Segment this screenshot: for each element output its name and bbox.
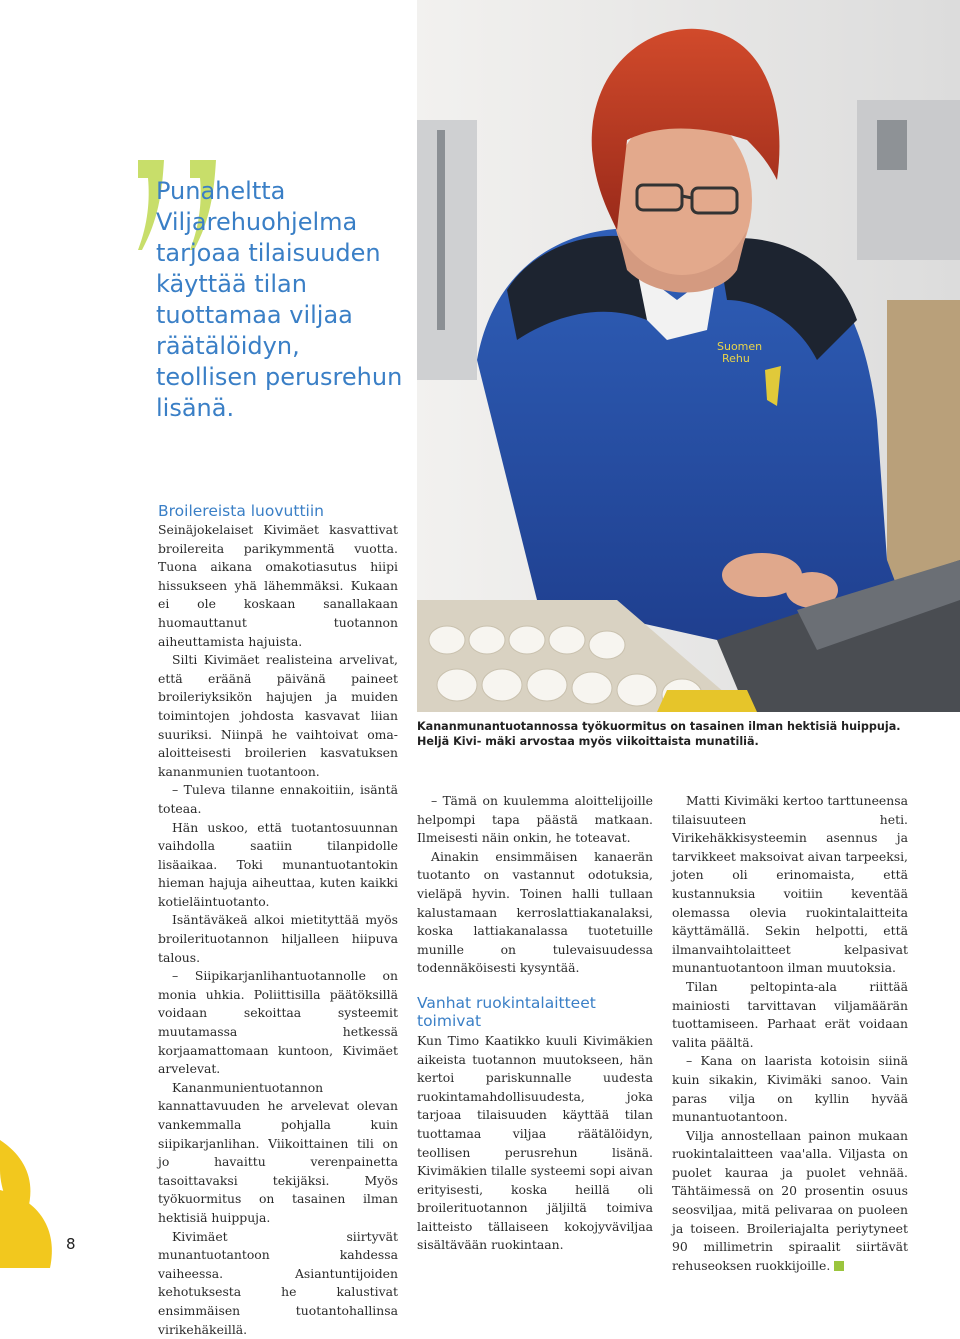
article-column-3 [672, 792, 908, 1275]
svg-text:Rehu: Rehu [722, 352, 750, 365]
paragraph: Seinäjokelaiset Kivimäet kasvattivat broilereita parikymmentä vuotta. Tuona aikana omakotiasutus hiipi hissukseen yhä lähemmäksi. Kukaan ei ole koskaan sanallakaan huomauttanut tuotannon aiheuttamista hajuista. [158, 522, 398, 649]
paragraph: Kivimäet siirtyvät munantuotantoon kahdessa vaiheessa. Asiantuntijoiden kehotuksesta he kalustivat ensimmäisen tuotantohallinsa virikehäkeillä. [158, 1228, 398, 1337]
paragraph: – Tuleva tilanne ennakoitiin, isäntä toteaa. [158, 782, 398, 816]
paragraph: – Tämä on kuulemma aloittelijoille helpompi tapa päästä matkaan. Ilmeisesti näin onkin, he toteavat. [417, 793, 653, 846]
paragraph: Isäntäväkeä alkoi mietityttää myös broilerituotannon hiljalleen hiipuva talous. [158, 912, 398, 965]
svg-text:Suomen: Suomen [717, 340, 763, 353]
paragraph: Ainakin ensimmäisen kanaerän tuotanto on vastannut odotuksia, vieläpä hyvin. Toinen halli tullaan kalustamaan kerroslattiakanalaksi, koska lattiakanalassa tuotetuille munille on tulevaisuudessa todennäköisesti kysyntää. [417, 848, 653, 976]
paragraph: – Siipikarjanlihantuotannolle on monia uhkia. Poliittisilla päätöksillä voidaan sekoittaa systeemit muutamassa hetkessä korjaamattomaan kuntoon, Kivimäet arvelevat. [158, 968, 398, 1077]
page-number: 8 [66, 1235, 76, 1253]
article-column-2 [417, 792, 653, 1255]
photo-worker-egg-line [417, 0, 960, 712]
paragraph: Kun Timo Kaatikko kuuli Kivimäkien aikeista tuotannon muutokseen, hän kertoi pariskunnalle uudesta ruokintamahdollisuudesta, joka tarjoaa tilaisuuden käyttää tilan tuottamaa viljaa räätälöidyn, teollisen perusrehun lisänä. Kivimäkien tilalle systeemi sopi aivan erityisesti, koska heillä oli broilerituotannon jäljiltä toimiva laitteisto tällaiseen kokojyväviljaa sisältävään ruokintaan. [417, 1032, 653, 1253]
paragraph: Hän uskoo, että tuotantosuunnan vaihdolla saatiin tilanpidolle lisäaikaa. Toki munantuotantokin hieman hajuja aiheuttaa, kuten kaikki kotieläintuotanto. [158, 819, 398, 909]
paragraph: Matti Kivimäki kertoo tarttuneensa tilaisuuteen heti. Virikehäkkisysteemin asennus ja tarvikkeet maksoivat aivan tarpeeksi, joten oli erinomaista, että kustannuksia voitiin keventää olemassa olevia ruokintalaitteita käyttämällä. Sekin helpotti, että ilmanvaihtolaitteet kelpasivat munantuotantoon ilman muutoksia. [672, 793, 908, 976]
leaf-logo-icon [0, 1130, 60, 1268]
paragraph: – Kana on laarista kotoisin siinä kuin sikakin, Kivimäki sanoo. Vain paras vilja on kyllin hyvää munantuotantoon. [672, 1053, 908, 1125]
pull-quote: Punaheltta Viljarehuohjelma tarjoaa tilaisuuden käyttää tilan tuottamaa viljaa räätälöidyn, teollisen perusrehun lisänä. [156, 177, 403, 422]
end-mark-icon [834, 1261, 844, 1271]
paragraph: Kananmunientuotannon kannattavuuden he arvelevat olevan vankemmalla pohjalla kuin siipikarjanlihan. Viikoittainen tili on jo havaittu verenpainetta tasoittavaksi tekijäksi. Myös työkuormitus on tasainen ilman hektisiä huippuja. [158, 1079, 398, 1225]
paragraph-last [672, 1127, 908, 1276]
photo-caption: Kananmunantuotannossa työkuormitus on tasainen ilman hektisiä huippuja. Heljä Kivi- mäki arvostaa myös viikoittaista munatiliä. [417, 720, 901, 748]
subhead-feeding-equipment: Vanhat ruokintalaitteet toimivat [417, 993, 596, 1030]
subhead-broilers: Broilereista luovuttiin [158, 502, 324, 520]
paragraph: Silti Kivimäet realisteina arvelivat, että eräänä päivänä paineet broileriyksikön hajujen ja muiden toimintojen johdosta kasvavat liian suuriksi. Niinpä he vaihtoivat oma-aloitteisesti broilerien kasvatuksen kananmunien tuotantoon. [158, 652, 398, 779]
article-column-1 [158, 502, 398, 1339]
paragraph: Tilan peltopinta-ala riittää mainiosti tarvittavan viljamäärän tuottamiseen. Parhaat erät voidaan valita päältä. [672, 978, 908, 1050]
paragraph-text: Vilja annostellaan painon mukaan ruokintalaitteen vaa'alla. Viljasta on puolet kauraa ja puolet vehnää. Tähtäimessä on 20 prosentin osuus seosviljaa, mitä pelivaraa on puoleen ja toiseen. Broileriajalta periytyneet 90 millimetrin spiraalit siirtävät rehuseoksen ruokkijoille. [672, 1127, 908, 1273]
